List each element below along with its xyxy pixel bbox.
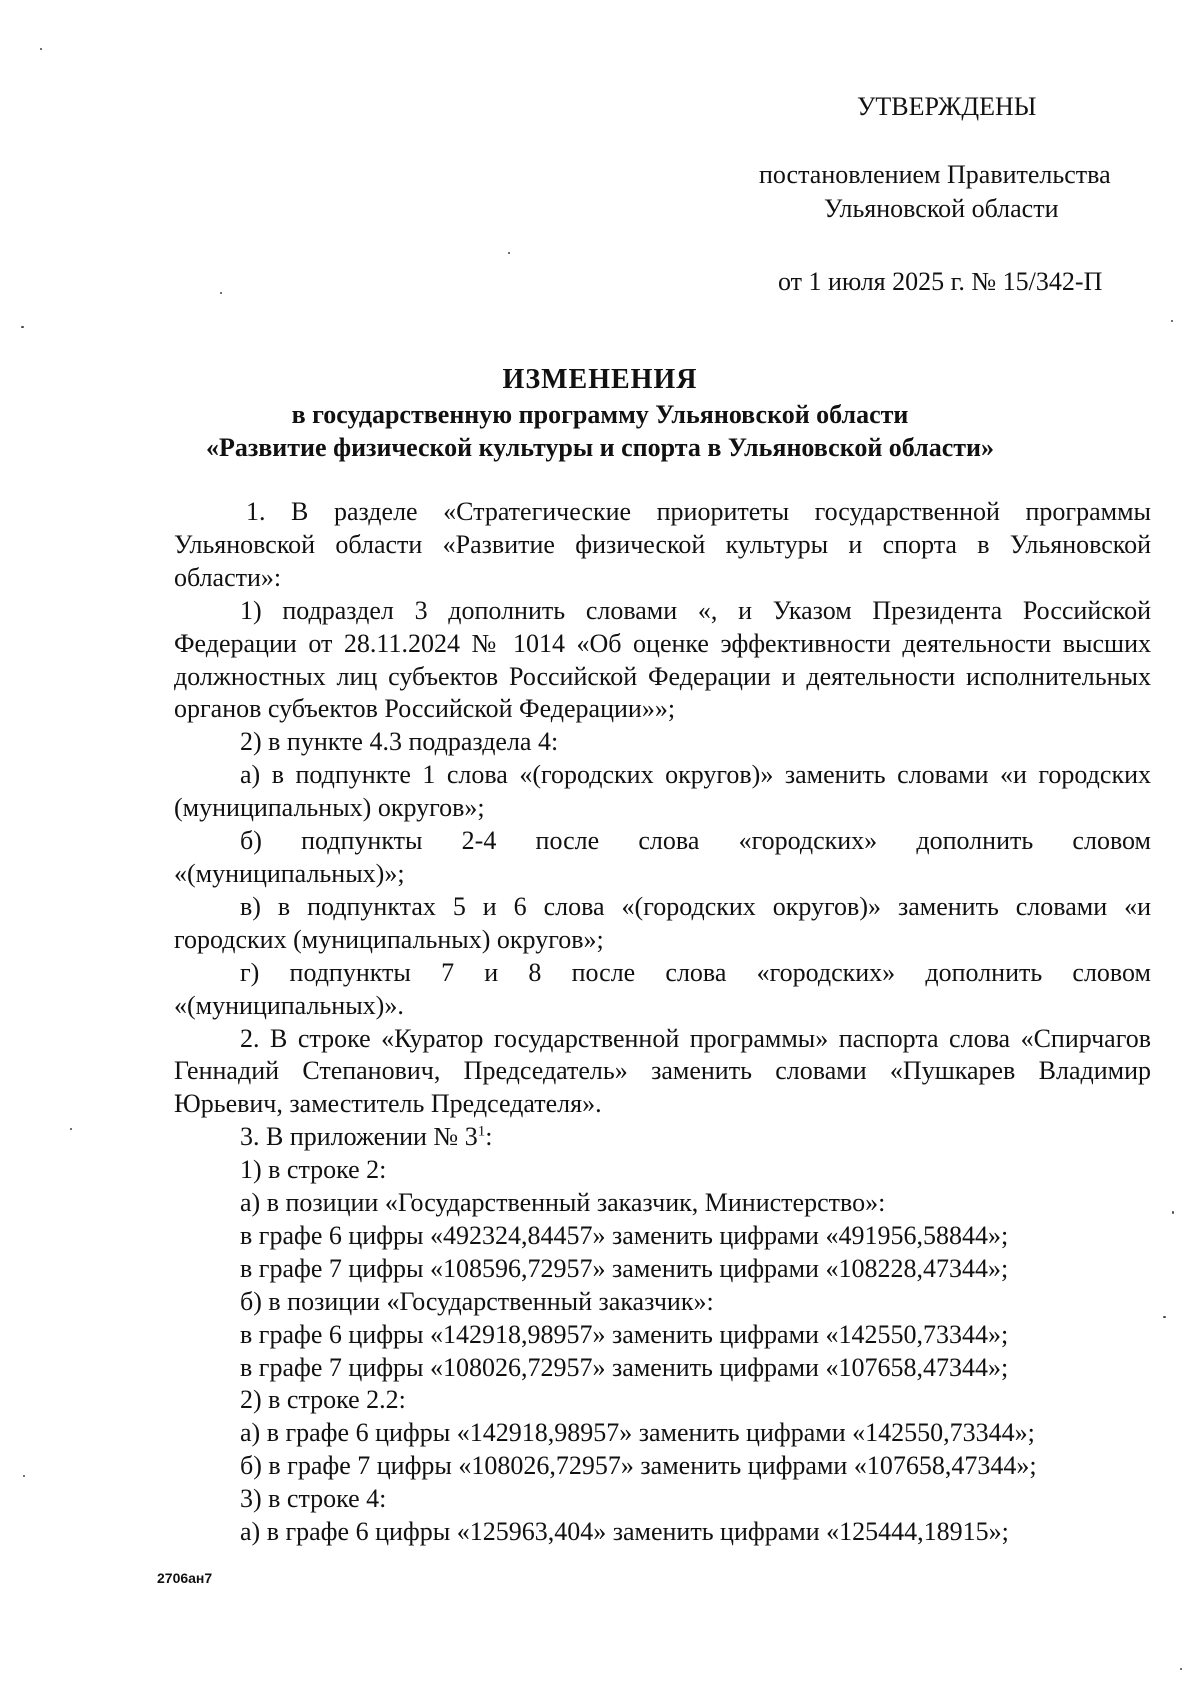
title-line-1: ИЗМЕНЕНИЯ (502, 364, 698, 395)
scan-speck (23, 1475, 25, 1477)
scan-speck (508, 252, 510, 254)
footer-code: 2706ан7 (157, 1570, 213, 1586)
scan-speck (1180, 1668, 1182, 1670)
list-item: в графе 7 цифры «108026,72957» заменить цифрами «107658,47344»; (240, 1352, 1009, 1382)
scan-speck (220, 292, 222, 294)
title-line-3: «Развитие физической культуры и спорта в Ульяновской области» (205, 433, 995, 462)
list-item: б) в графе 7 цифры «108026,72957» заменить цифрами «107658,47344»; (240, 1451, 1037, 1481)
paragraph-3-superscript: 1 (477, 1123, 486, 1140)
paragraph-1-2-a: а) в подпункте 1 слова «(городских округов)» заменить словами «и городских (муниципальных) округов»; (174, 760, 1151, 823)
scan-speck (1172, 1211, 1174, 1214)
paragraph-1-1: 1) подраздел 3 дополнить словами «, и Указом Президента Российской Федерации от 28.11.2024 № 1014 «Об оценке эффективности деятельности высших должностных лиц субъектов Российской Федерации и деятельности исполнительных органов субъектов Российской Федерации»»; (174, 595, 1151, 724)
approval-heading: УТВЕРЖДЕНЫ (857, 92, 1037, 121)
list-item: б) в позиции «Государственный заказчик»: (240, 1286, 714, 1316)
list-item: в графе 6 цифры «492324,84457» заменить цифрами «491956,58844»; (240, 1220, 1009, 1250)
list-item: 2) в строке 2.2: (240, 1385, 406, 1415)
list-item: а) в позиции «Государственный заказчик, Министерство»: (240, 1188, 886, 1218)
paragraph-3-text: 3. В приложении № 3 (240, 1122, 478, 1152)
list-item: в графе 7 цифры «108596,72957» заменить цифрами «108228,47344»; (240, 1253, 1009, 1283)
scan-speck (21, 326, 24, 328)
approval-date-number: от 1 июля 2025 г. № 15/342-П (778, 267, 1103, 296)
scan-speck (40, 48, 42, 50)
paragraph-1-2-c: в) в подпунктах 5 и 6 слова «(городских округов)» заменить словами «и городских (муниципальных) округов»; (174, 891, 1151, 954)
paragraph-1: 1. В разделе «Стратегические приоритеты государственной программы Ульяновской области «Развитие физической культуры и спорта в Ульяновской области»: (174, 497, 1151, 592)
list-item: в графе 6 цифры «142918,98957» заменить цифрами «142550,73344»; (240, 1319, 1009, 1349)
approval-line-1: постановлением Правительства (759, 160, 1111, 189)
scan-speck (70, 1128, 72, 1130)
approval-line-2: Ульяновской области (824, 194, 1059, 223)
paragraph-1-2-d: г) подпункты 7 и 8 после слова «городских» дополнить словом «(муниципальных)». (174, 957, 1151, 1020)
paragraph-3 (174, 1121, 1151, 1154)
document-body (174, 496, 1151, 1549)
list-item: а) в графе 6 цифры «142918,98957» заменить цифрами «142550,73344»; (240, 1418, 1035, 1448)
paragraph-1-2-b: б) подпункты 2-4 после слова «городских» дополнить словом «(муниципальных)»; (174, 826, 1151, 888)
paragraph-1-2: 2) в пункте 4.3 подраздела 4: (240, 727, 559, 757)
scan-speck (1163, 1316, 1166, 1318)
title-line-2: в государственную программу Ульяновской области (291, 400, 909, 429)
list-item: а) в графе 6 цифры «125963,404» заменить цифрами «125444,18915»; (240, 1517, 1009, 1547)
list-item: 3) в строке 4: (240, 1484, 387, 1514)
scan-speck (1171, 320, 1173, 322)
paragraph-2: 2. В строке «Куратор государственной программы» паспорта слова «Спирчагов Геннадий Степанович, Председатель» заменить словами «Пушкарев Владимир Юрьевич, заместитель Председателя». (174, 1023, 1151, 1119)
paragraph-3-colon: : (485, 1122, 493, 1152)
list-item: 1) в строке 2: (240, 1155, 387, 1185)
